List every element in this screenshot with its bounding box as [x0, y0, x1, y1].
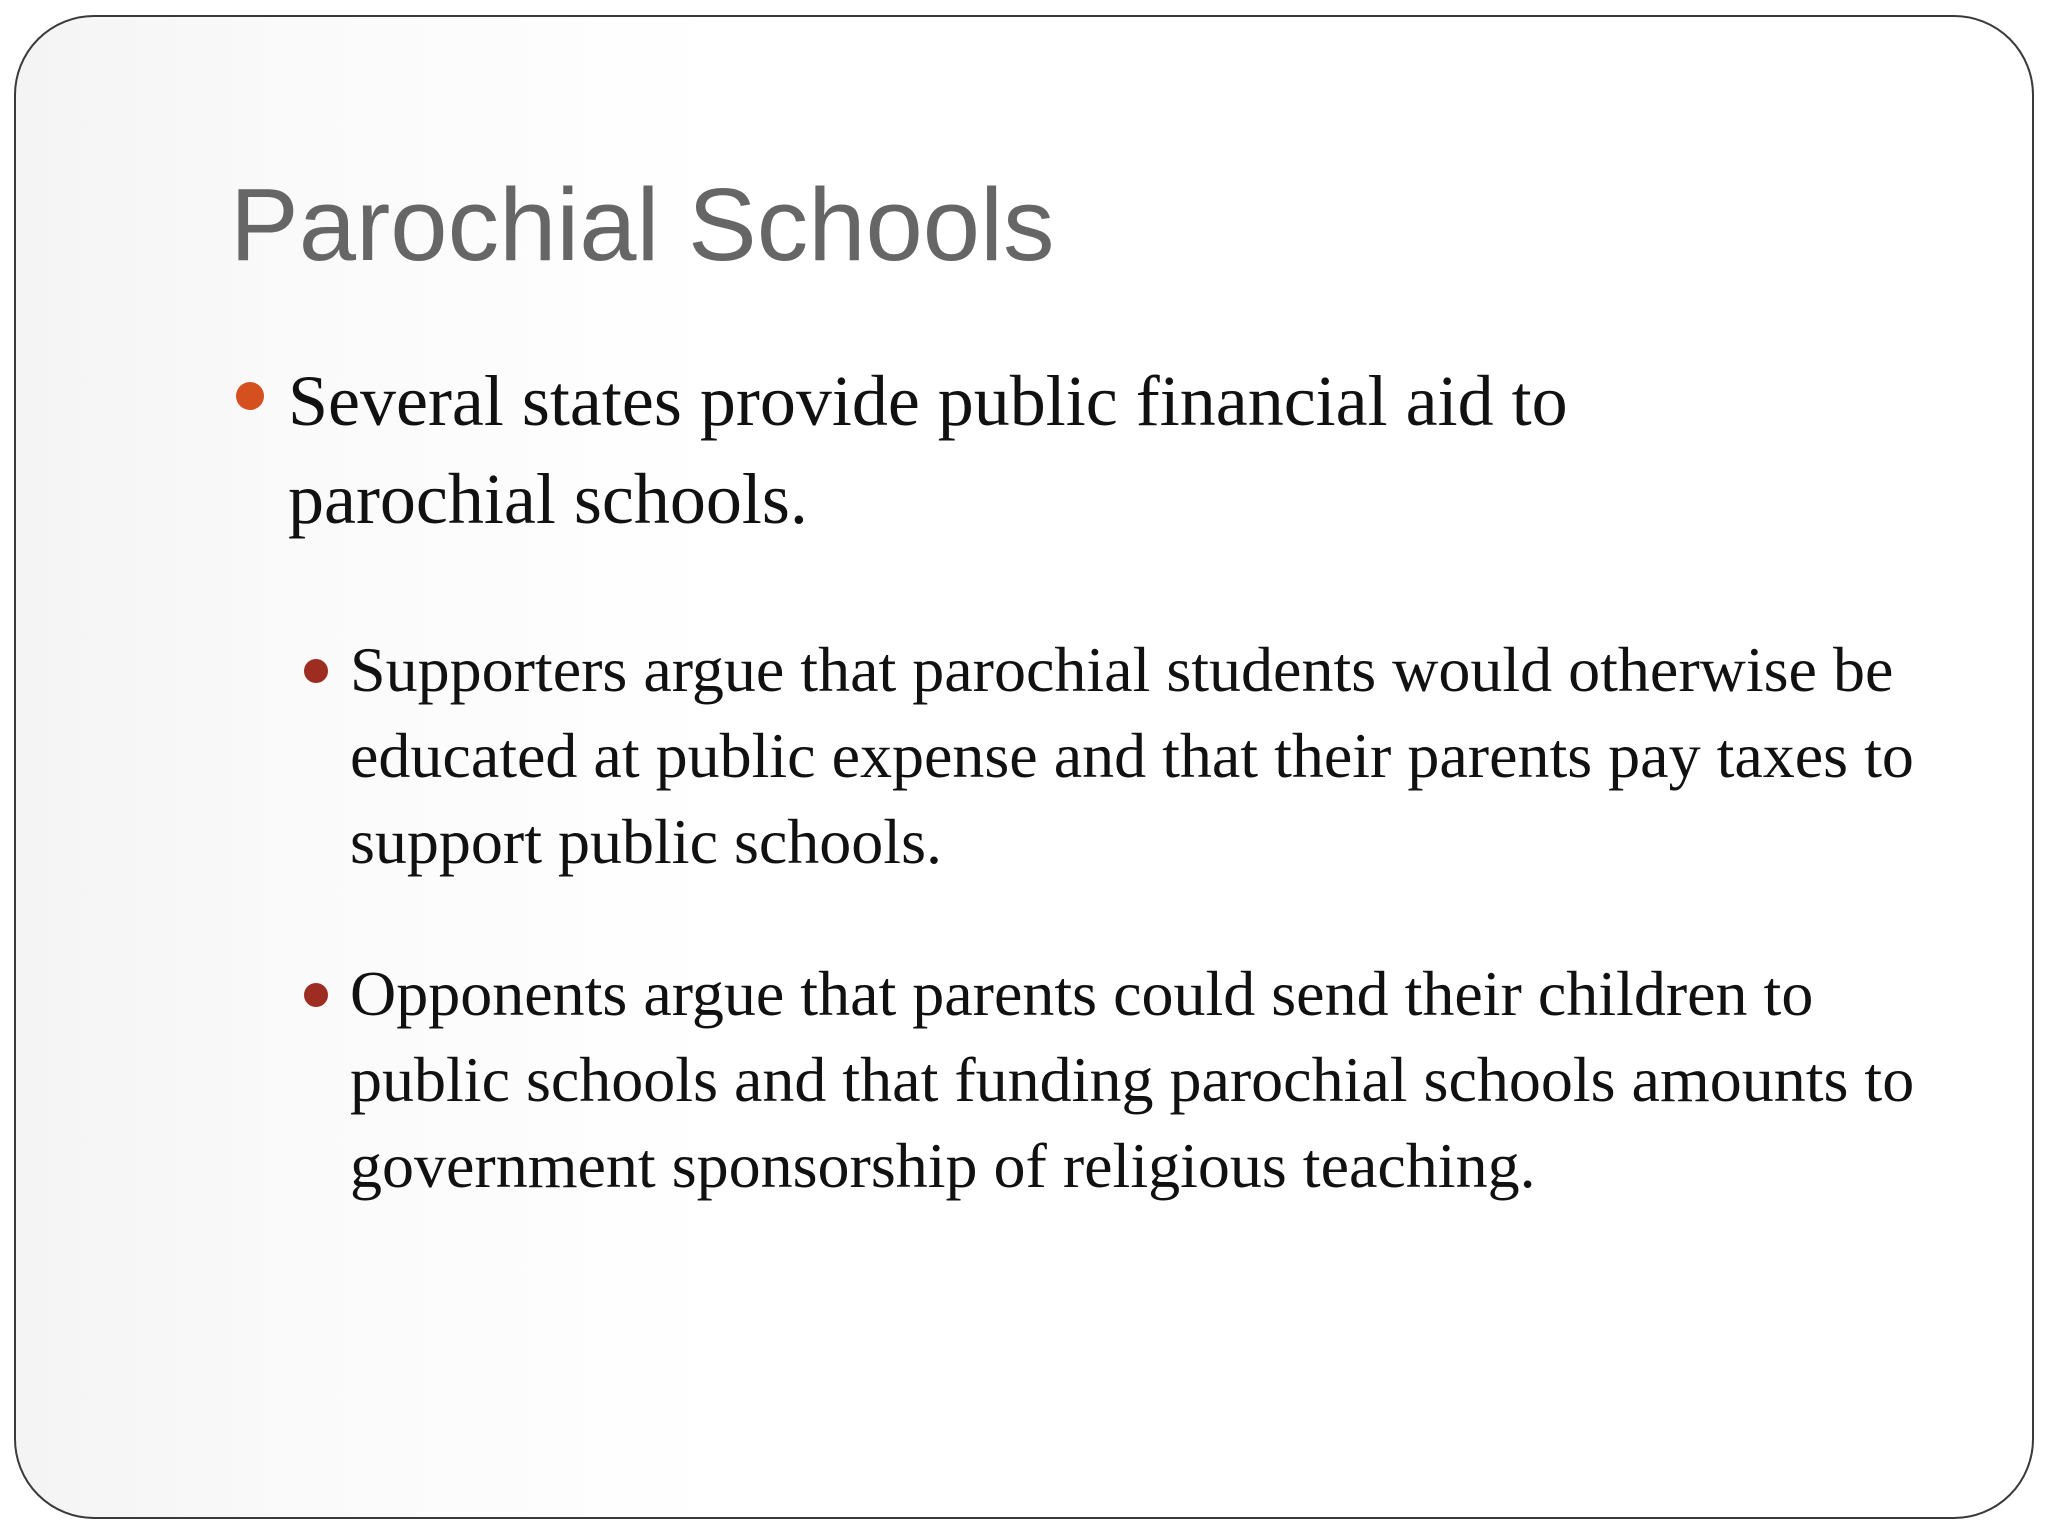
bullet-text: Several states provide public financial aid to parochial schools.	[288, 361, 1568, 539]
bullet-dot-icon	[236, 382, 264, 410]
slide-frame	[14, 15, 2034, 1519]
bullet-text: Opponents argue that parents could send their children to public schools and that funding parochial schools amounts to government sponsorship of religious teaching.	[350, 958, 1915, 1201]
bullet-dot-icon	[304, 659, 328, 683]
slide-title: Parochial Schools	[230, 167, 1055, 282]
bullet-level2-opponents	[350, 951, 1970, 1209]
bullet-text: Supporters argue that parochial students would otherwise be educated at public expense and that their parents pay taxes to support public schools.	[350, 634, 1914, 877]
bullet-level2-supporters	[350, 627, 1970, 885]
bullet-dot-icon	[304, 983, 328, 1007]
bullet-level1-public-aid	[288, 352, 1848, 548]
